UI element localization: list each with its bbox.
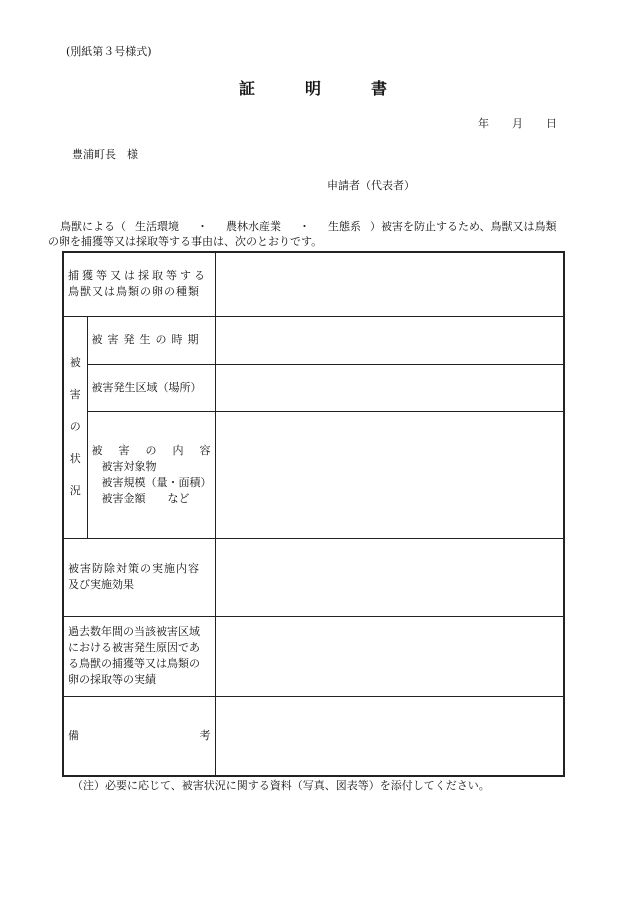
intro-prefix: 鳥獣による（ (60, 220, 126, 233)
category-ecosystem: 生態系 (328, 220, 361, 233)
prevention-input-cell[interactable] (215, 538, 564, 616)
intro-text (48, 219, 557, 249)
intro-line-1 (60, 219, 557, 234)
damage-categories (126, 220, 370, 233)
history-input-cell[interactable] (215, 616, 564, 696)
remarks-label: 備 考 (63, 696, 215, 776)
damage-area-input-cell[interactable] (215, 364, 564, 411)
damage-content-label (87, 411, 215, 538)
damage-area-label: 被害発生区域（場所） (87, 364, 215, 411)
date-year-label: 年 (478, 117, 489, 130)
prevention-row (63, 538, 564, 616)
remarks-input-cell[interactable] (215, 696, 564, 776)
category-separator: ・ (197, 220, 208, 233)
damage-content-row (63, 411, 564, 538)
addressee: 豊浦町長 様 (72, 148, 138, 161)
history-label: 過去数年間の当該被害区域 における被害発生原因であ る鳥獣の捕獲等又は鳥類の 卵の採取等の実績 (63, 616, 215, 696)
species-row (63, 252, 564, 316)
remarks-row (63, 696, 564, 776)
species-input-cell[interactable] (215, 252, 564, 316)
footnote: （注）必要に応じて、被害状況に関する資料（写真、図表等）を添付してください。 (72, 779, 490, 792)
category-separator: ・ (299, 220, 310, 233)
damage-amount-item: 被害金額 など (101, 491, 190, 505)
intro-suffix: ）被害を防止するため、鳥獣又は鳥類 (370, 220, 557, 233)
damage-status-group-label: 被 害 の 状 況 (63, 316, 87, 538)
category-living: 生活環境 (135, 220, 179, 233)
damage-time-input-cell[interactable] (215, 316, 564, 364)
intro-line-2: の卵を捕獲等又は採取等する事由は、次のとおりです。 (48, 235, 323, 248)
damage-target-item: 被害対象物 (101, 459, 157, 473)
page-title: 証明書 (238, 79, 437, 98)
prevention-label: 被害防除対策の実施内容 及び実施効果 (63, 538, 215, 616)
certificate-table (62, 251, 565, 777)
damage-time-label: 被害発生の時期 (87, 316, 215, 364)
damage-time-row (63, 316, 564, 364)
date-day-label: 日 (546, 117, 557, 130)
category-agriculture: 農林水産業 (226, 220, 281, 233)
form-number: (別紙第３号様式) (66, 45, 152, 58)
history-row (63, 616, 564, 696)
species-label: 捕獲等又は採取等する 鳥獣又は鳥類の卵の種類 (63, 252, 215, 316)
date-month-label: 月 (512, 117, 523, 130)
damage-scale-item: 被害規模（量・面積） (101, 475, 212, 489)
damage-area-row (63, 364, 564, 411)
damage-content-title: 被 害 の 内 容 (91, 443, 211, 457)
damage-content-input-cell[interactable] (215, 411, 564, 538)
applicant-label: 申請者（代表者） (327, 179, 415, 192)
